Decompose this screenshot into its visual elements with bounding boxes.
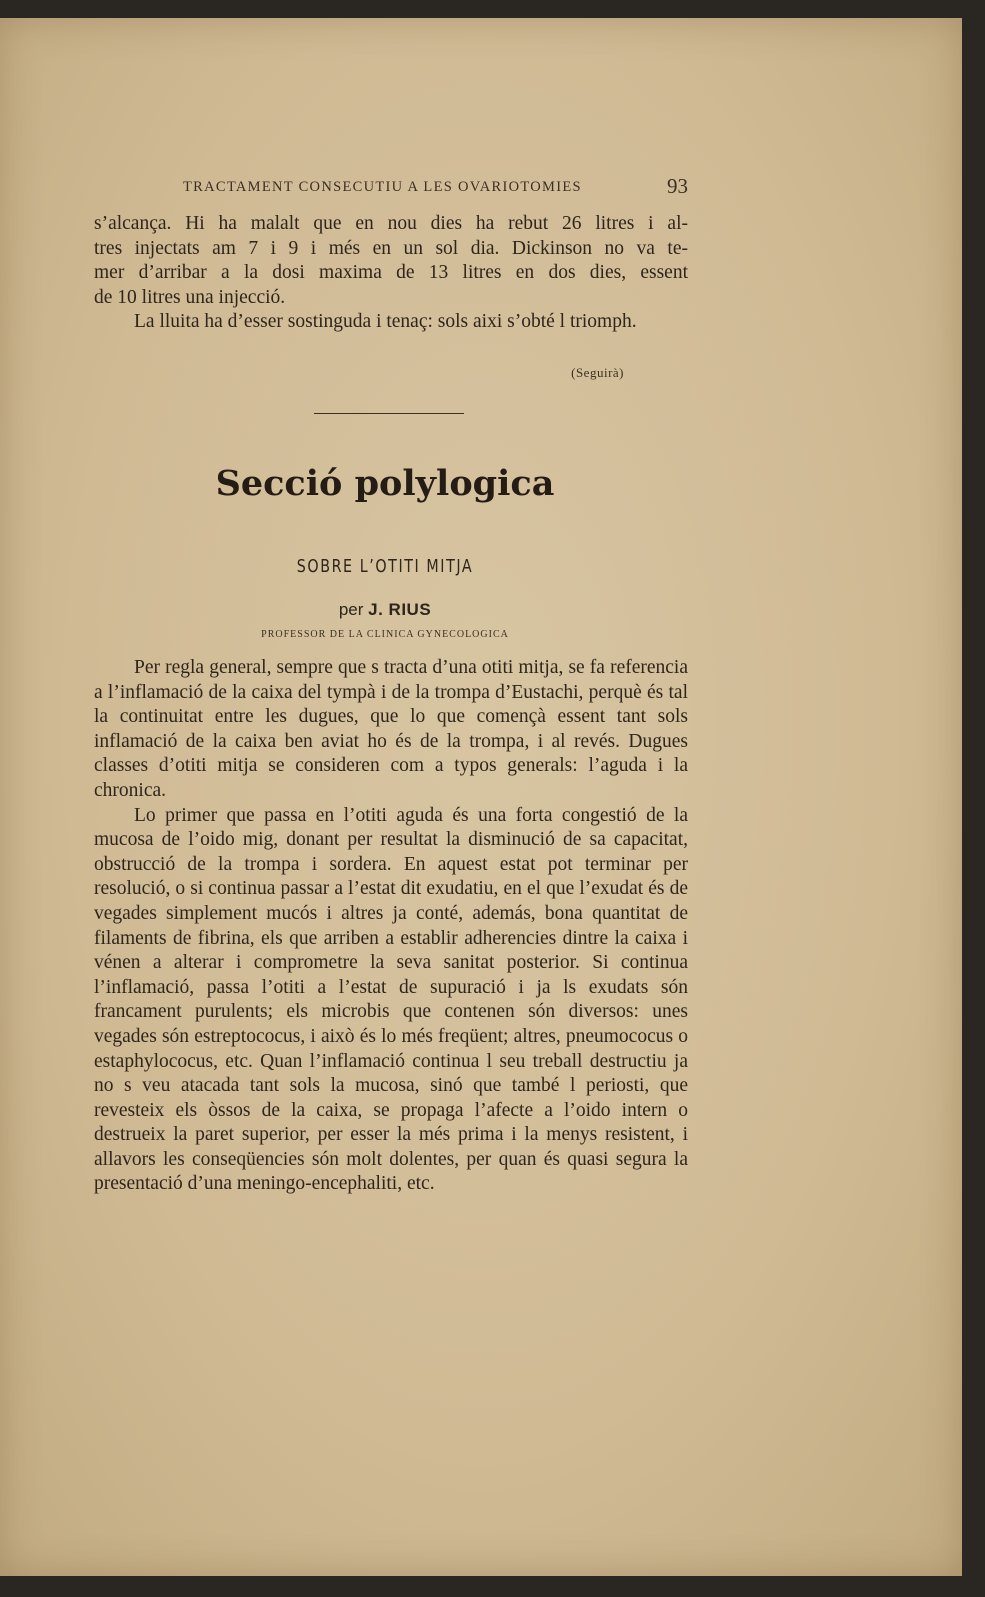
article-paragraph: Lo primer que passa en l’otiti aguda és una forta congestió de la mucosa de l’oido mig, donant per resultat la disminució de sa capacitat, obstrucció de la trompa i sordera. En aquest estat pot terminar per resolució, o si continua passar a l’estat dit exudatiu, en el que l’exudat és de vegades simplement mucós i altres ja conté, además, bona quantitat de filaments de fibrina, els que arriben a establir adherencies dintre la caixa i vénen a alterar i comprometre la seva sanitat posterior. Si continua l’inflamació, passa l’otiti a l’estat de supuració i ja ls exudats són francament purulents; els microbis que contenen són diversos: unes vegades són estreptococus, i això és lo més freqüent; altres, pneumococus o estaphylococus, etc. Quan l’inflamació continua l seu treball destructiu ja no s veu atacada tant sols la mucosa, sinó que també l periosti, que revesteix els òssos de la caixa, se propaga l’afecte a l’oido intern o destrueix la paret superior, per esser la més prima i la menys resistent, i allavors les conseqüencies són molt dolentes, per quan és quasi segura la presentació d’una meningo-encephaliti, etc.	[94, 804, 688, 1195]
continuation-line: s’alcança. Hi ha malalt que en nou dies ha rebut 26 litres i al-	[94, 213, 688, 234]
byline-prefix: per	[338, 600, 364, 619]
section-title: Secció polylogica	[215, 463, 555, 504]
author-affiliation: PROFESSOR DE LA CLINICA GYNECOLOGICA	[261, 629, 509, 640]
section-divider	[314, 413, 464, 414]
byline	[0, 600, 770, 620]
running-head-title: TRACTAMENT CONSECUTIU A LES OVARIOTOMIES	[183, 179, 582, 195]
author-name: J. RIUS	[368, 600, 432, 619]
continuation-line: tres injectats am 7 i 9 i més en un sol dia. Dickinson no va te-	[94, 237, 688, 259]
article-paragraph: Per regla general, sempre que s tracta d’una otiti mitja, se fa referencia a l’inflamació de la caixa del tympà i de la trompa d’Eustachi, perquè és tal la continuitat entre les dugues, que lo que començà essent tant sols inflamació de la caixa ben aviat ho és de la trompa, i al revés. Dugues classes d’otiti mitja se consideren com a typos generals: l’aguda i la chronica.	[94, 657, 688, 801]
page-number: 93	[667, 174, 688, 198]
continued-note: (Seguirà)	[571, 365, 624, 380]
continuation-line: de 10 litres una injecció.	[94, 286, 286, 308]
continuation-closing: La lluita ha d’esser sostinguda i tenaç: sols aixi s’obté l triomph.	[134, 311, 637, 333]
continuation-line: mer d’arribar a la dosi maxima de 13 litres en dos dies, essent	[94, 262, 688, 284]
article-body	[94, 656, 688, 1197]
article-title: SOBRE L’OTITI MITJA	[296, 556, 474, 577]
continuation-text	[94, 212, 688, 335]
